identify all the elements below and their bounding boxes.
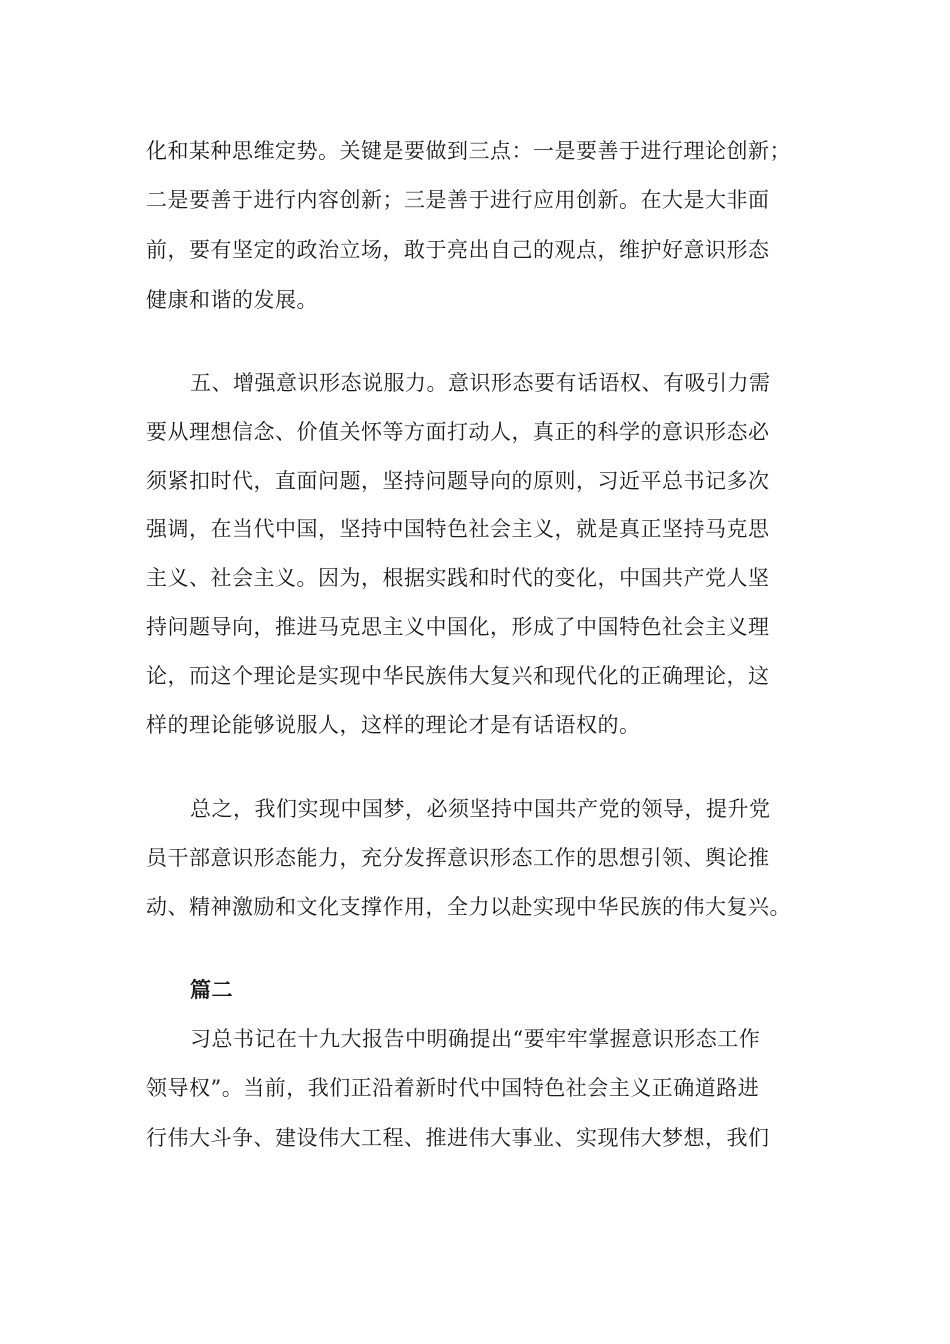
- paragraph-2-line-1: 五、增强意识形态说服力。意识形态要有话语权、有吸引力需: [190, 371, 771, 395]
- paragraph-1-line-3: 前，要有坚定的政治立场，敢于亮出自己的观点，维护好意识形态: [146, 238, 770, 262]
- paragraph-2-line-5: 主义、社会主义。因为，根据实践和时代的变化，中国共产党人坚: [146, 566, 770, 590]
- paragraph-2-line-6: 持问题导向，推进马克思主义中国化，形成了中国特色社会主义理: [146, 615, 770, 639]
- paragraph-1-line-1: 化和某种思维定势。关键是要做到三点：一是要善于进行理论创新；: [146, 139, 791, 163]
- paragraph-3-line-2: 员干部意识形态能力，充分发挥意识形态工作的思想引领、舆论推: [146, 846, 770, 870]
- paragraph-4-line-1: 习总书记在十九大报告中明确提出“要牢牢掌握意识形态工作: [190, 1027, 761, 1051]
- paragraph-4-line-2: 领导权”。当前，我们正沿着新时代中国特色社会主义正确道路进: [146, 1076, 760, 1100]
- paragraph-4-line-3: 行伟大斗争、建设伟大工程、推进伟大事业、实现伟大梦想，我们: [146, 1126, 770, 1150]
- paragraph-2-line-8: 样的理论能够说服人，这样的理论才是有话语权的。: [146, 713, 641, 737]
- section-heading: 篇二: [190, 977, 233, 1002]
- paragraph-1-line-2: 二是要善于进行内容创新；三是善于进行应用创新。在大是大非面: [146, 188, 770, 212]
- paragraph-3-line-1: 总之，我们实现中国梦，必须坚持中国共产党的领导，提升党: [190, 797, 771, 821]
- paragraph-2-line-2: 要从理想信念、价值关怀等方面打动人，真正的科学的意识形态必: [146, 420, 770, 444]
- paragraph-2-line-4: 强调，在当代中国，坚持中国特色社会主义，就是真正坚持马克思: [146, 517, 770, 541]
- paragraph-3-line-3: 动、精神激励和文化支撑作用，全力以赴实现中华民族的伟大复兴。: [146, 895, 791, 919]
- paragraph-1-line-4: 健康和谐的发展。: [146, 288, 318, 312]
- paragraph-2-line-3: 须紧扣时代，直面问题，坚持问题导向的原则，习近平总书记多次: [146, 469, 770, 493]
- paragraph-2-line-7: 论，而这个理论是实现中华民族伟大复兴和现代化的正确理论，这: [146, 664, 770, 688]
